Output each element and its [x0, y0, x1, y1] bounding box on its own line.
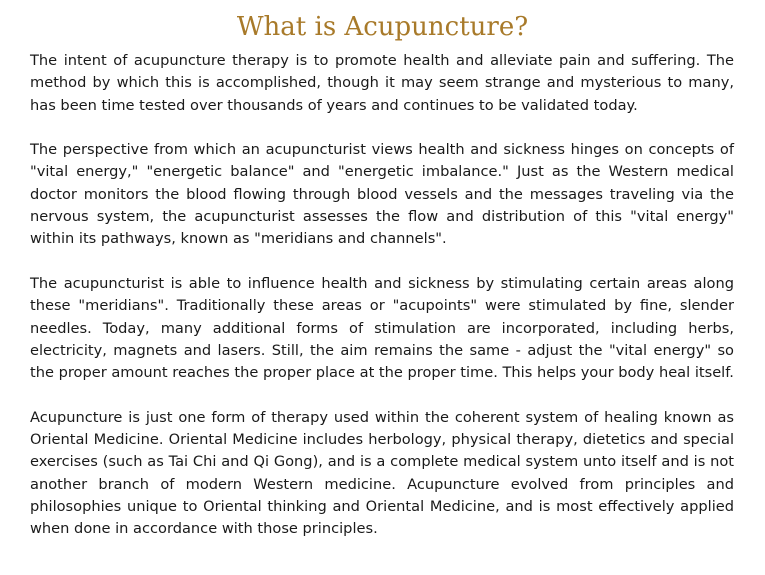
paragraph-perspective: The perspective from which an acupuncturist views health and sickness hinges on concepts of "vital energy," "energetic balance" and "energetic imbalance." Just as the Western medical doctor monitors the blood flowing through blood vessels and the messages traveling via the nervous system, the acupuncturist assesses the flow and distribution of this "vital energy" within its pathways, known as "meridians and channels". [30, 141, 734, 248]
paragraph-intent: The intent of acupuncture therapy is to promote health and alleviate pain and suffering. The method by which this is accomplished, though it may seem strange and mysterious to many, has been time tested over thousands of years and continues to be validated today. [30, 52, 734, 114]
paragraph-stimulation: The acupuncturist is able to influence health and sickness by stimulating certain areas along these "meridians". Traditionally these areas or "acupoints" were stimulated by fine, slender needles. Today, many additional forms of stimulation are incorporated, including herbs, electricity, magnets and lasers. Still, the aim remains the same - adjust the "vital energy" so the proper amount reaches the proper place at the proper time. This helps your body heal itself. [30, 274, 734, 382]
page-title: What is Acupuncture? [236, 12, 529, 42]
article-body [30, 50, 734, 541]
paragraph-oriental-medicine: Acupuncture is just one form of therapy used within the coherent system of healing known as Oriental Medicine. Oriental Medicine includes herbology, physical therapy, dietetics and special exercises (such as Tai Chi and Qi Gong), and is a complete medical system unto itself and is not another branch of modern Western medicine. Acupuncture evolved from principles and philosophies unique to Oriental thinking and Oriental Medicine, and is most effectively applied when done in accordance with those principles. [30, 408, 734, 538]
